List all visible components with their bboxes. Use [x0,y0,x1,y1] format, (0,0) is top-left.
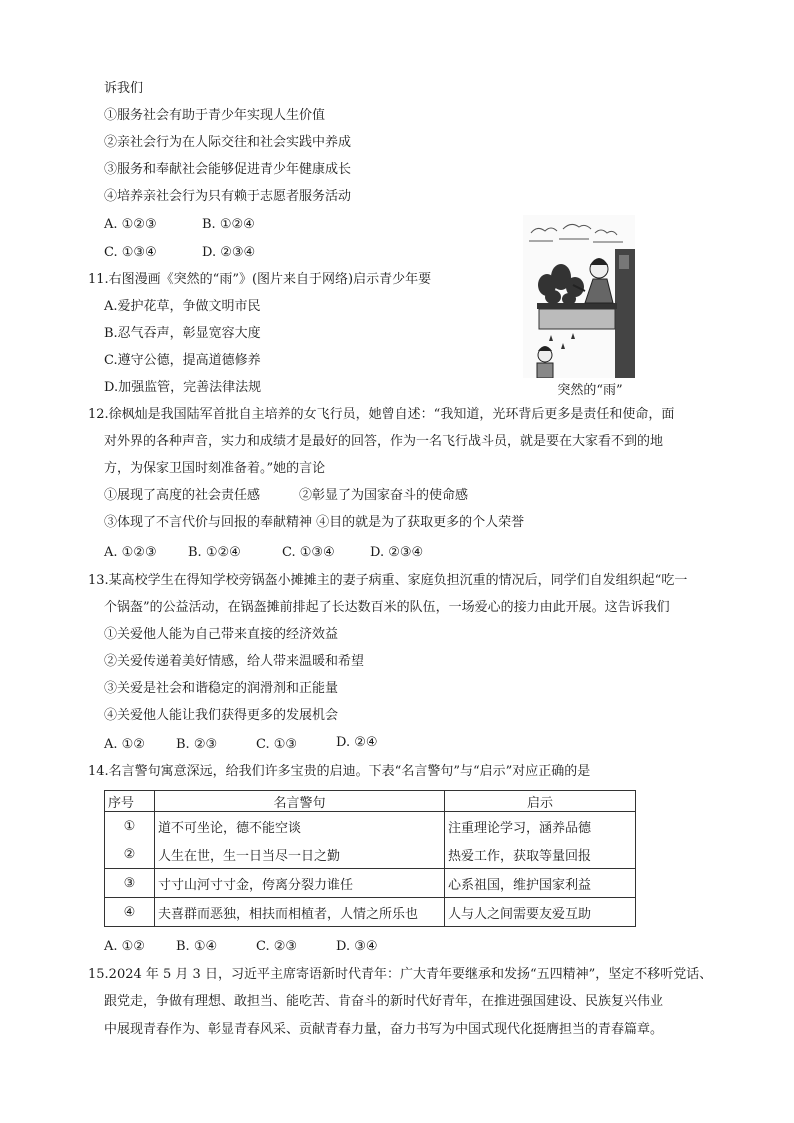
q11-option-c[interactable]: C.遵守公德，提高道德修养 [104,353,261,368]
q13-statement-4: ④关爱他人能让我们获得更多的发展机会 [104,708,339,723]
q14-option-b[interactable]: B. ①④ [176,939,218,954]
row-insight: 注重理论学习，涵养品德 [445,812,636,841]
table-header-row [105,791,636,812]
row-index: ④ [105,898,155,927]
q10-option-d[interactable]: D. ②③④ [202,245,256,260]
q12-stem-line-2: 对外界的各种声音，实力和成绩才是最好的回答，作为一名飞行战斗员，就是要在大家看不到的地 [104,434,664,449]
q14-option-c[interactable]: C. ②③ [256,939,298,954]
q11-option-a[interactable]: A.爱护花草，争做文明市民 [104,299,261,314]
q14-option-a[interactable]: A. ①② [104,939,145,954]
table-row [105,869,636,898]
q13-option-d[interactable]: D. ②④ [336,735,378,750]
row-index: ① [105,812,155,841]
q13-statement-2: ②关爱传递着美好情感，给人带来温暖和希望 [104,654,365,669]
row-insight: 热爱工作，获取等量回报 [445,840,636,869]
q10-stem-tail: 诉我们 [104,81,144,96]
row-index: ③ [105,869,155,898]
q12-option-d[interactable]: D. ②③④ [370,545,424,560]
q10-statement-4: ④培养亲社会行为只有赖于志愿者服务活动 [104,189,352,204]
q12-statements-1: ①展现了高度的社会责任感 ②彰显了为国家奋斗的使命感 [104,488,469,503]
header-insight: 启示 [445,791,636,812]
q14-option-d[interactable]: D. ③④ [336,939,378,954]
row-quote: 寸寸山河寸寸金，侉离分裂力谁任 [155,869,445,898]
q13-stem-line-2: 个锅盔”的公益活动，在锅盔摊前排起了长达数百米的队伍，一场爱心的接力由此开展。这告诉我们 [104,600,670,615]
q10-statement-1: ①服务社会有助于青少年实现人生价值 [104,108,326,123]
table-row [105,898,636,927]
q15-line-1: 15.2024 年 5 月 3 日，习近平主席寄语新时代青年：广大青年要继承和发扬“五四精神”，坚定不移听党话、 [88,967,713,982]
q13-statement-3: ③关爱是社会和谐稳定的润滑剂和正能量 [104,681,339,696]
q10-statement-3: ③服务和奉献社会能够促进青少年健康成长 [104,162,352,177]
table-row [105,840,636,869]
cartoon-caption: 突然的“雨” [557,383,623,398]
q11-option-d[interactable]: D.加强监管，完善法律法规 [104,380,262,395]
table-row [105,812,636,841]
q12-option-c[interactable]: C. ①③④ [282,545,335,560]
q13-option-c[interactable]: C. ①③ [256,737,298,752]
q15-line-2: 跟党走，争做有理想、敢担当、能吃苦、肯奋斗的新时代好青年，在推进强国建设、民族复兴伟业 [104,994,664,1009]
header-quote: 名言警句 [155,791,445,812]
q12-stem-line-3: 方，为保家卫国时刻准备着。”她的言论 [104,461,326,476]
q12-option-b[interactable]: B. ①②④ [188,545,241,560]
cartoon-drawing [523,215,635,378]
q13-stem-line-1: 13.某高校学生在得知学校旁锅盔小摊摊主的妻子病重、家庭负担沉重的情况后，同学们自发组织起“吃一 [88,573,688,588]
q10-option-c[interactable]: C. ①③④ [104,245,157,260]
row-insight: 心系祖国，维护国家利益 [445,869,636,898]
row-quote: 人生在世，生一日当尽一日之勤 [155,840,445,869]
q10-option-a[interactable]: A. ①②③ [104,217,157,232]
q10-statement-2: ②亲社会行为在人际交往和社会实践中养成 [104,135,352,150]
row-quote: 道不可坐论，德不能空谈 [155,812,445,841]
q12-statements-2: ③体现了不言代价与回报的奉献精神 ④目的就是为了获取更多的个人荣誉 [104,515,525,530]
q13-statement-1: ①关爱他人能为自己带来直接的经济效益 [104,627,339,642]
cartoon-illustration [523,215,635,378]
q12-stem-line-1: 12.徐枫灿是我国陆军首批自主培养的女飞行员，她曾自述：“我知道，光环背后更多是责任和使命，面 [88,407,675,422]
q13-option-a[interactable]: A. ①② [104,737,145,752]
q13-option-b[interactable]: B. ②③ [176,737,218,752]
header-index: 序号 [105,791,155,812]
row-insight: 人与人之间需要友爱互助 [445,898,636,927]
row-quote: 夫喜群而恶独，相扶而相植者，人情之所乐也 [155,898,445,927]
q14-stem: 14.名言警句寓意深远，给我们许多宝贵的启迪。下表“名言警句”与“启示”对应正确的是 [88,764,591,779]
q11-stem: 11.右图漫画《突然的“雨”》(图片来自于网络)启示青少年要 [88,272,432,287]
q10-option-b[interactable]: B. ①②④ [202,217,255,232]
q15-line-3: 中展现青春作为、彰显青春风采、贡献青春力量，奋力书写为中国式现代化挺膺担当的青春篇章。 [104,1022,664,1037]
row-index: ② [105,840,155,869]
q12-option-a[interactable]: A. ①②③ [104,545,157,560]
q11-option-b[interactable]: B.忍气吞声，彰显宽容大度 [104,326,261,341]
q14-table [104,790,636,927]
